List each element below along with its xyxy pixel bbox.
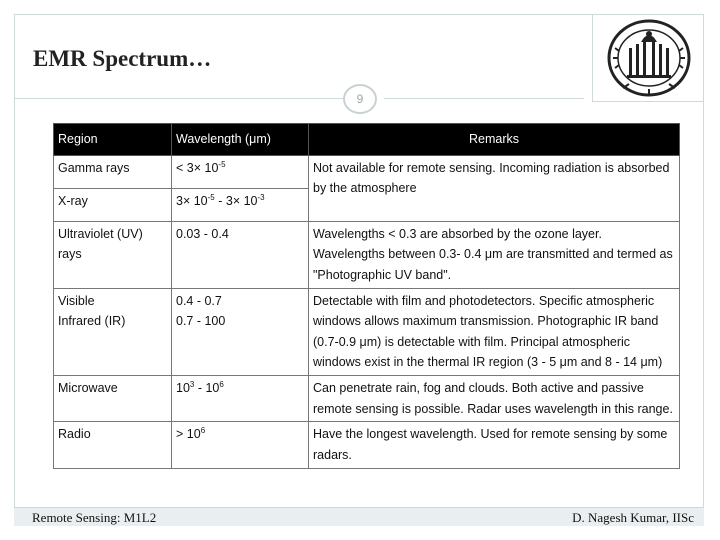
table-row xyxy=(54,221,680,288)
wavelength-cell: 0.4 - 0.7 0.7 - 100 xyxy=(172,288,309,376)
region-cell: X-ray xyxy=(54,188,172,221)
footer-author: D. Nagesh Kumar, IISc xyxy=(572,510,694,525)
footer-course: Remote Sensing: M1L2 xyxy=(32,510,157,525)
institute-seal-icon xyxy=(601,18,697,98)
wavelength-cell: < $3\times 10^{-5}$ xyxy=(172,155,309,188)
region-cell: Ultraviolet (UV) rays xyxy=(54,221,172,288)
page-title: EMR Spectrum… xyxy=(33,46,212,71)
wavelength-cell: $3\times 10^{-5} - 3\times 10^{-3}$ xyxy=(172,188,309,221)
table-row xyxy=(54,422,680,468)
region-cell: Visible Infrared (IR) xyxy=(54,288,172,376)
title-divider-left xyxy=(14,98,344,99)
remarks-cell: Can penetrate rain, fog and clouds. Both active and passive remote sensing is possible. Radar uses wavelength in this range. xyxy=(309,376,680,422)
header-wavelength: Wavelength (μm) xyxy=(172,124,309,156)
header-region: Region xyxy=(54,124,172,156)
table-header-row xyxy=(54,124,680,156)
wavelength-cell: 0.03 - 0.4 xyxy=(172,221,309,288)
remarks-cell: Wavelengths < 0.3 are absorbed by the ozone layer. Wavelengths between 0.3- 0.4 μm are transmitted and termed as "Photographic UV band". xyxy=(309,221,680,288)
region-cell: Microwave xyxy=(54,376,172,422)
title-divider-right xyxy=(384,98,584,99)
region-cell: Radio xyxy=(54,422,172,468)
emr-spectrum-table xyxy=(53,123,680,469)
page-number: 9 xyxy=(343,84,377,114)
table-row xyxy=(54,288,680,376)
slide-footer xyxy=(14,507,704,526)
table-row xyxy=(54,155,680,188)
wavelength-cell: $10^3 - 10^6$ xyxy=(172,376,309,422)
header-remarks: Remarks xyxy=(309,124,680,156)
wavelength-cell: > $10^6$ xyxy=(172,422,309,468)
remarks-cell: Have the longest wavelength. Used for remote sensing by some radars. xyxy=(309,422,680,468)
region-cell: Gamma rays xyxy=(54,155,172,188)
remarks-cell: Detectable with film and photodetectors. Specific atmospheric windows allows maximum transmission. Photographic IR band (0.7-0.9 μm) is detectable with film. Principal atmospheric windows exist in the thermal IR region (3 - 5 μm and 8 - 14 μm) xyxy=(309,288,680,376)
remarks-cell: Not available for remote sensing. Incoming radiation is absorbed by the atmosphere xyxy=(309,155,680,221)
table-row xyxy=(54,376,680,422)
institute-logo xyxy=(592,14,704,102)
